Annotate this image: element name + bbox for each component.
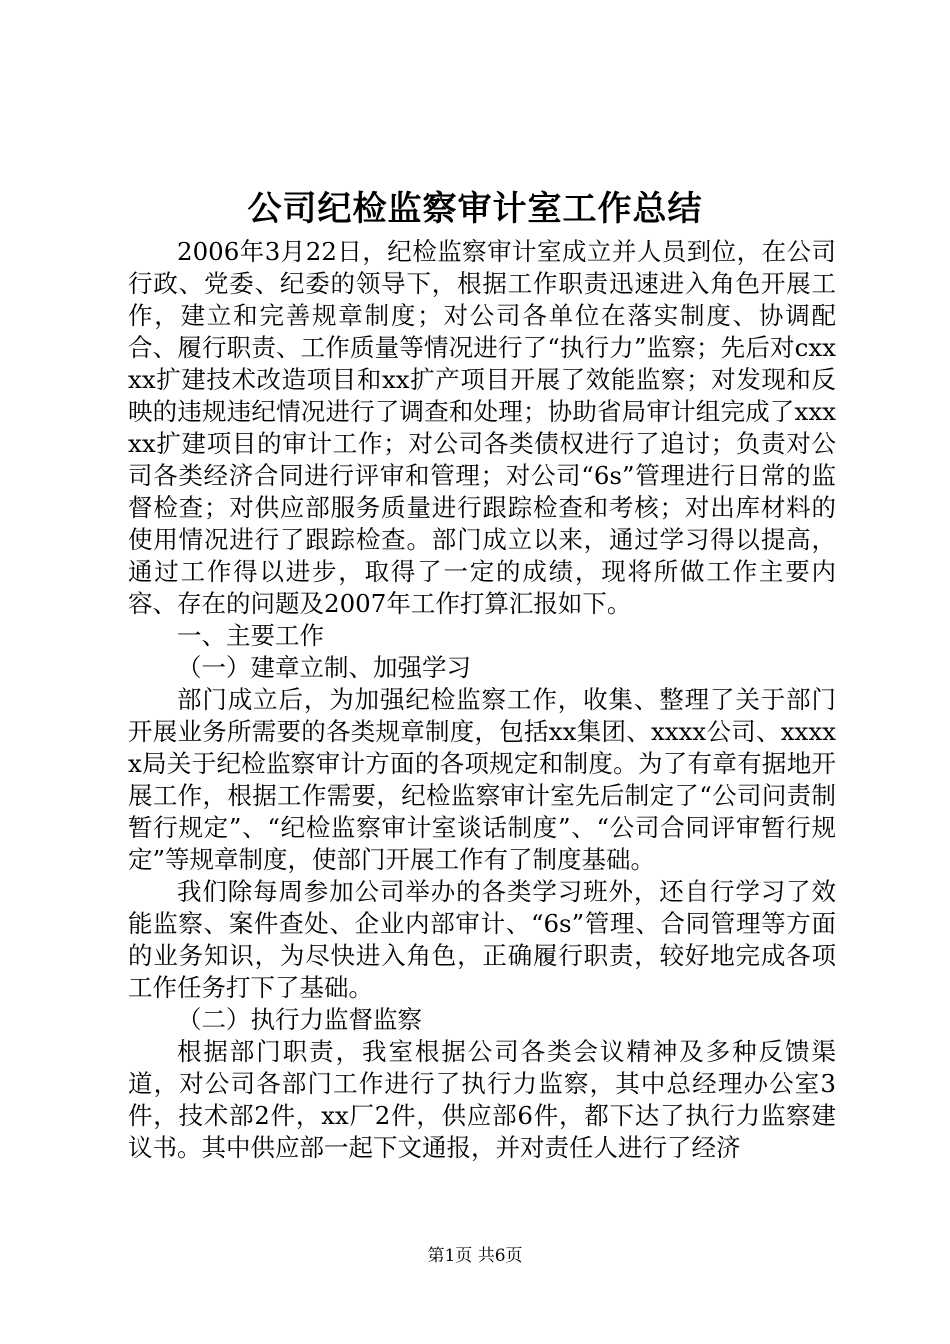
body-paragraph: 根据部门职责，我室根据公司各类会议精神及多种反馈渠道，对公司各部门工作进行了执行力监察，其中总经理办公室3件，技术部2件，xx厂2件，供应部6件，都下达了执行力监察建议书。其中供应部一起下文通报，并对责任人进行了经济 (128, 1037, 836, 1162)
body-paragraph: 部门成立后，为加强纪检监察工作，收集、整理了关于部门开展业务所需要的各类规章制度，包括xx集团、xxxx公司、xxxxx局关于纪检监察审计方面的各项规定和制度。为了有章有据地开展工作，根据工作需要，纪检监察审计室先后制定了“公司问责制暂行规定”、“纪检监察审计室谈话制度”、“公司合同评审暂行规定”等规章制度，使部门开展工作有了制度基础。 (128, 685, 836, 874)
section-heading-main-work: 一、主要工作 (177, 621, 324, 650)
subsection-heading-rules-study: （一）建章立制、加强学习 (177, 653, 471, 682)
body-paragraph: 我们除每周参加公司举办的各类学习班外，还自行学习了效能监察、案件查处、企业内部审计、“6s”管理、合同管理等方面的业务知识，为尽快进入角色，正确履行职责，较好地完成各项工作任务打下了基础。 (128, 877, 836, 1002)
subsection-heading-execution-supervision: （二）执行力监督监察 (177, 1005, 422, 1034)
page-footer: 第1页 共6页 (427, 1246, 523, 1266)
intro-paragraph: 2006年3月22日，纪检监察审计室成立并人员到位，在公司行政、党委、纪委的领导下，根据工作职责迅速进入角色开展工作，建立和完善规章制度；对公司各单位在落实制度、协调配合、履行职责、工作质量等情况进行了“执行力”监察；先后对cxxxx扩建技术改造项目和xx扩产项目开展了效能监察；对发现和反映的违规违纪情况进行了调查和处理；协助省局审计组完成了xxxxx扩建项目的审计工作；对公司各类债权进行了追讨；负责对公司各类经济合同进行评审和管理；对公司“6s”管理进行日常的监督检查；对供应部服务质量进行跟踪检查和考核；对出库材料的使用情况进行了跟踪检查。部门成立以来，通过学习得以提高，通过工作得以进步，取得了一定的成绩，现将所做工作主要内容、存在的问题及2007年工作打算汇报如下。 (128, 237, 836, 618)
document-title: 公司纪检监察审计室工作总结 (247, 189, 703, 229)
document-body (128, 236, 836, 1164)
